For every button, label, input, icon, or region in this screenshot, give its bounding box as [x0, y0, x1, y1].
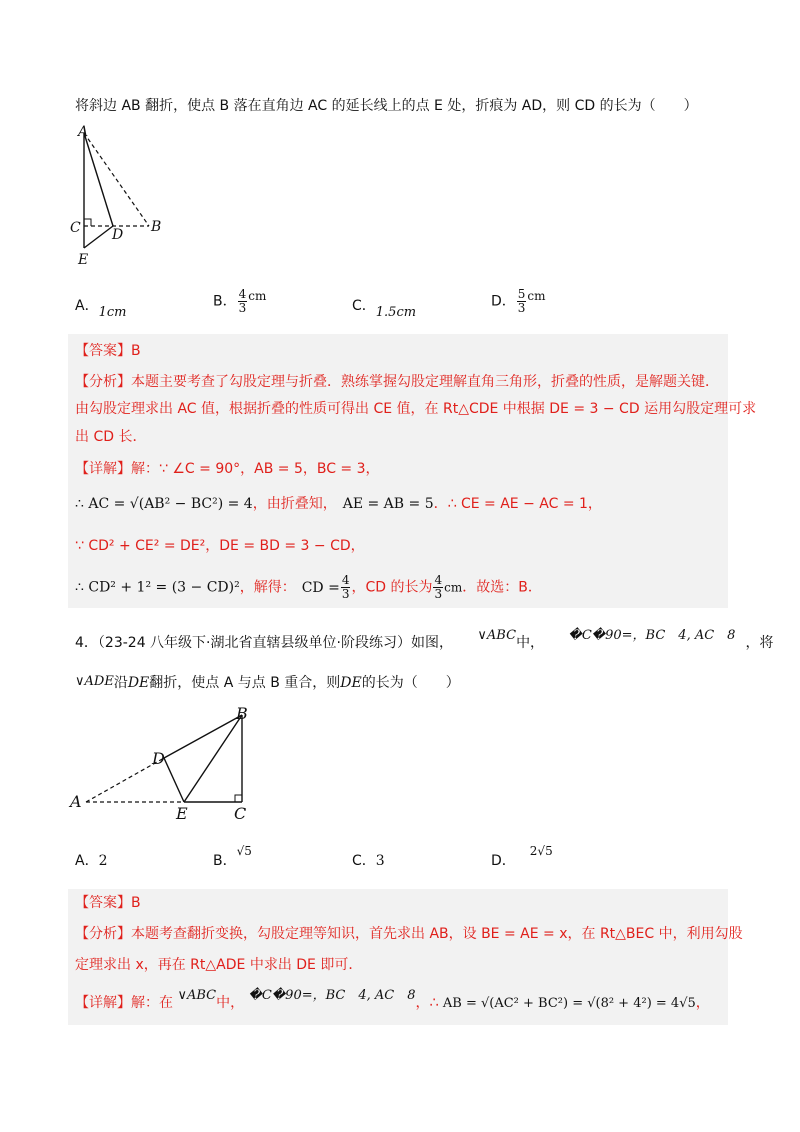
q4-label-e: E — [176, 804, 188, 823]
q4-option-d: D．2√5 — [491, 844, 553, 869]
q3-label-e: E — [78, 252, 89, 267]
q4-detail-1: 【详解】解：在 ∨ABC中， �C�90=，BC 4, AC 8，∴ AB = √(AC² + BC²) = √(8² + 4²) = 4√5， — [75, 988, 710, 1011]
q3-option-d: D． $\frac{5}{3}$ cm — [491, 287, 546, 315]
q3-detail-1: 【详解】解：∵ ∠C = 90°，AB = 5，BC = 3， — [75, 461, 380, 477]
q3-label-d: D — [112, 227, 124, 243]
q3-answer: 【答案】B — [75, 343, 141, 359]
q4-analysis-2: 定理求出 x，再在 Rt△ADE 中求出 DE 即可． — [75, 957, 363, 973]
q3-analysis-1: 【分析】本题主要考查了勾股定理与折叠．熟练掌握勾股定理解直角三角形，折叠的性质，是解题关键． — [75, 374, 719, 390]
q3-label-c: C — [70, 220, 81, 236]
q3-detail-2: ∴ AC = √(AB² − BC²) = 4，由折叠知， AE = AB = 5．∴ CE = AE − AC = 1， — [75, 496, 602, 512]
q3-detail-3: ∵ CD² + CE² = DE²，DE = BD = 3 − CD， — [75, 538, 365, 554]
q4-option-b: B．√5 — [213, 844, 252, 869]
q3-analysis-2: 由勾股定理求出 AC 值，根据折叠的性质可得出 CE 值，在 Rt△CDE 中根据 DE = 3 − CD 运用勾股定理可求 — [75, 401, 757, 417]
q4-option-a: A．2 — [75, 853, 108, 869]
q4-stem-1: 4．（23-24 八年级下·湖北省直辖县级单位·阶段练习）如图， ∨ABC中， �C�90=，BC 4, AC 8 ，将 — [75, 628, 774, 651]
q3-stem: 将斜边 AB 翻折，使点 B 落在直角边 AC 的延长线上的点 E 处，折痕为 AD，则 CD 的长为（ ） — [75, 98, 698, 114]
q4-stem-2: ∨ADE沿DE翻折，使点 A 与点 B 重合，则DE的长为（ ） — [75, 674, 460, 691]
q4-label-c: C — [234, 804, 247, 823]
q3-label-b: B — [151, 219, 162, 235]
q3-option-c: C．1.5cm — [352, 298, 417, 320]
q4-label-a: A — [70, 792, 82, 811]
q3-label-a: A — [78, 124, 89, 140]
q4-answer: 【答案】B — [75, 895, 141, 911]
q3-detail-4: ∴ CD² + 1² = (3 − CD)²，解得： CD = $\frac{4}{3}$ ，CD 的长为 $\frac{4}{3}$ cm．故选：B． — [75, 573, 542, 601]
q3-figure — [66, 122, 176, 267]
q3-option-b: B． $\frac{4}{3}$ cm — [213, 287, 267, 315]
q4-label-b: B — [236, 706, 248, 723]
q4-figure — [66, 706, 266, 826]
q4-label-d: D — [152, 749, 165, 768]
q3-analysis-3: 出 CD 长． — [75, 429, 147, 445]
q3-option-a: A．1cm — [75, 298, 127, 320]
q4-option-c: C．3 — [352, 853, 385, 869]
q4-analysis-1: 【分析】本题考查翻折变换，勾股定理等知识，首先求出 AB，设 BE = AE = x，在 Rt△BEC 中，利用勾股 — [75, 926, 743, 942]
